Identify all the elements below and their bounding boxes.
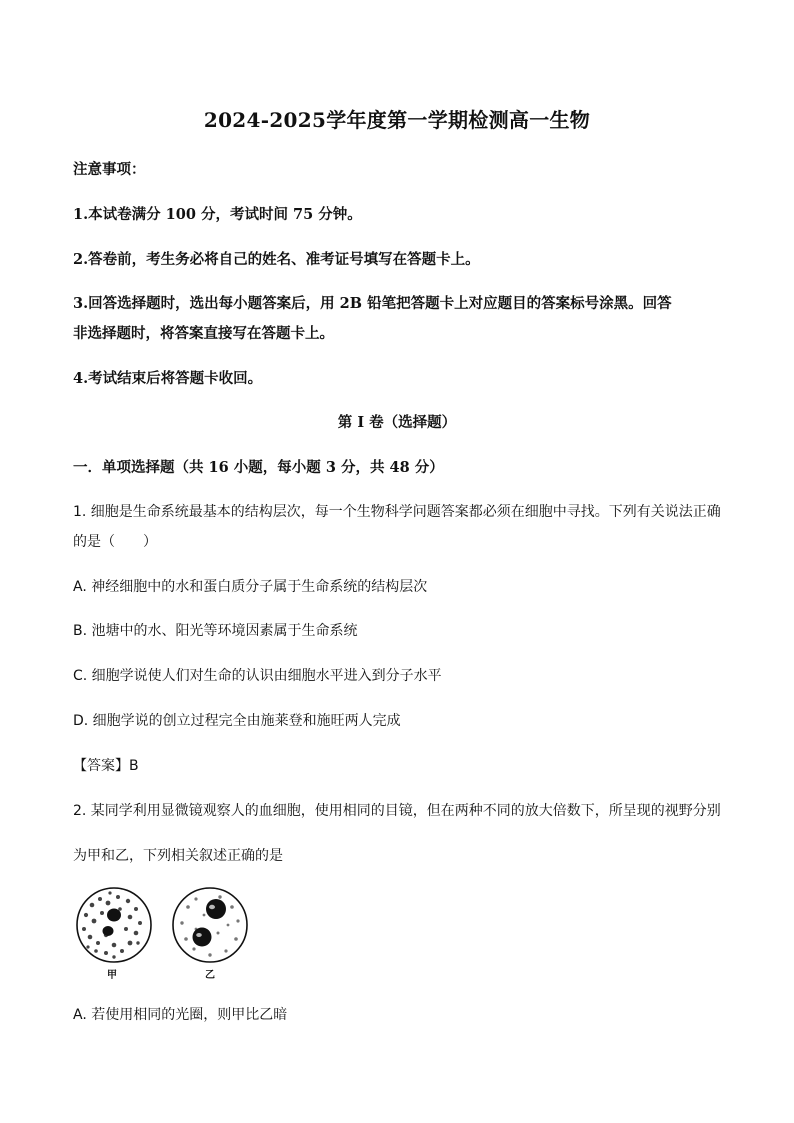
- question-1-stem-line-1: 1. 细胞是生命系统最基本的结构层次，每一个生物科学问题答案都必须在细胞中寻找。下列有关说法正确: [73, 504, 721, 520]
- question-2-stem-line-1: 2. 某同学利用显微镜观察人的血细胞，使用相同的目镜，但在两种不同的放大倍数下，所呈现的视野分别: [73, 803, 721, 819]
- notice-item-1: 1.本试卷满分 100 分，考试时间 75 分钟。: [73, 206, 362, 223]
- question-1-stem-line-2: 的是（ ）: [73, 534, 157, 550]
- part-heading: 一．单项选择题（共 16 小题，每小题 3 分，共 48 分）: [73, 459, 444, 476]
- question-1-option-c: C. 细胞学说使人们对生命的认识由细胞水平进入到分子水平: [73, 668, 442, 684]
- notice-heading: 注意事项：: [73, 161, 146, 178]
- question-2-option-a: A. 若使用相同的光圈，则甲比乙暗: [73, 1007, 288, 1023]
- field-yi-image: [173, 888, 247, 962]
- notice-item-3-line-2: 非选择题时，将答案直接写在答题卡上。: [73, 325, 334, 342]
- notice-item-2: 2.答卷前，考生务必将自己的姓名、准考证号填写在答题卡上。: [73, 251, 480, 268]
- field-jia-label: 甲: [107, 970, 117, 981]
- question-1-answer: 【答案】B: [73, 758, 139, 774]
- notice-item-3-line-1: 3.回答选择题时，选出每小题答案后，用 2B 铅笔把答题卡上对应题目的答案标号涂黑。回答: [73, 295, 672, 312]
- page-title: 2024-2025学年度第一学期检测高一生物: [203, 108, 591, 132]
- microscope-fields-figure: [70, 885, 260, 985]
- notice-item-4: 4.考试结束后将答题卡收回。: [73, 370, 263, 387]
- question-1-option-a: A. 神经细胞中的水和蛋白质分子属于生命系统的结构层次: [73, 579, 428, 595]
- question-2-stem-line-2: 为甲和乙，下列相关叙述正确的是: [73, 848, 283, 864]
- field-jia-image: [77, 888, 151, 962]
- question-1-option-d: D. 细胞学说的创立过程完全由施莱登和施旺两人完成: [73, 713, 401, 729]
- question-1-option-b: B. 池塘中的水、阳光等环境因素属于生命系统: [73, 623, 358, 639]
- section-title: 第 I 卷（选择题）: [337, 414, 457, 431]
- field-yi-label: 乙: [205, 970, 215, 981]
